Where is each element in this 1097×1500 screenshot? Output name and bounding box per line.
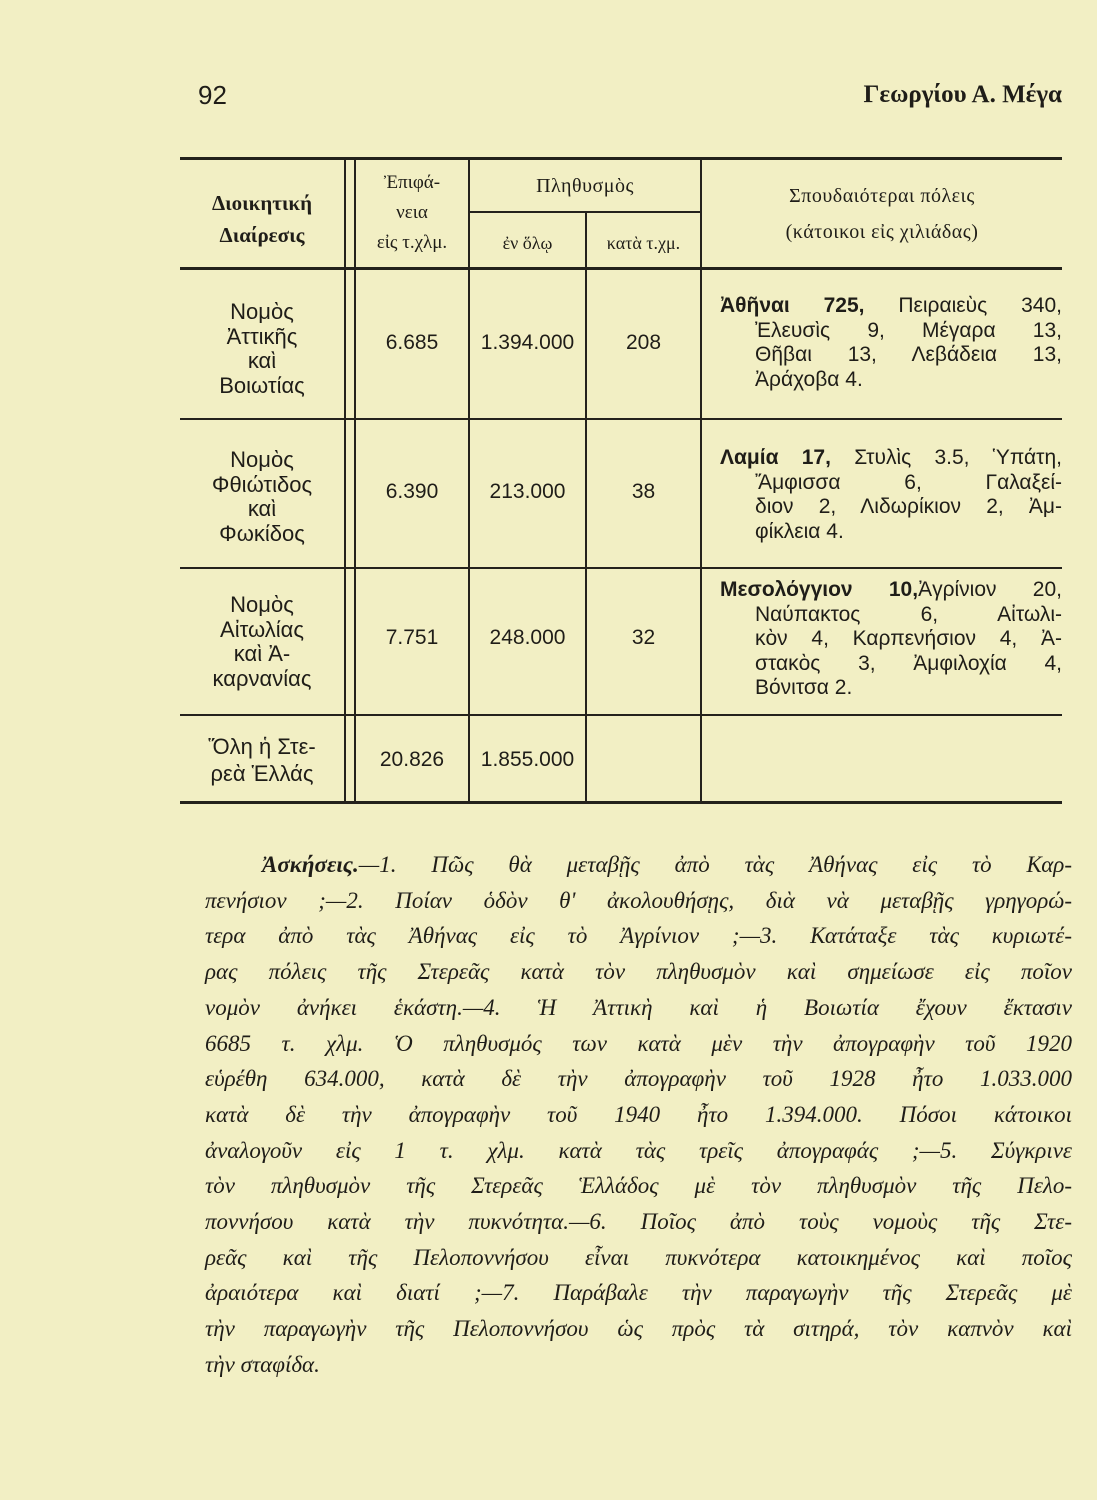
header-population-density: κατὰ τ.χμ. bbox=[606, 233, 681, 253]
row-2-cities bbox=[720, 446, 1062, 544]
city-line bbox=[720, 446, 1062, 471]
city-line bbox=[720, 495, 1062, 520]
row-1-division bbox=[180, 300, 344, 398]
exercise-line: τὴν παραγωγὴν τῆς Πελοποννήσου ὡς πρὸς τὰ σιτηρά, τὸν καπνὸν καὶ bbox=[205, 1316, 1072, 1342]
row-total-division bbox=[180, 733, 344, 787]
row-3-cities bbox=[720, 578, 1062, 701]
row-3-area: 7.751 bbox=[385, 626, 439, 649]
city-line bbox=[720, 319, 1062, 344]
row-3-population: 248.000 bbox=[489, 626, 566, 649]
header-cities bbox=[702, 178, 1062, 250]
header-area-line: Ἐπιφά- bbox=[383, 172, 441, 193]
row-2-division bbox=[180, 448, 344, 546]
exercise-line: ρεᾶς καὶ τῆς Πελοποννήσου εἶναι πυκνότερα κατοικημένος καὶ ποῖος bbox=[205, 1244, 1072, 1270]
exercise-line: τὴν σταφίδα. bbox=[205, 1351, 320, 1377]
city-line bbox=[720, 520, 1062, 545]
city-text: Ἀράχοβα 4. bbox=[755, 367, 863, 391]
running-head: Γεωργίου Α. Μέγα bbox=[863, 81, 1062, 108]
capital-city: Μεσολόγγιον 10, bbox=[720, 578, 919, 601]
row-total-area: 20.826 bbox=[379, 748, 445, 771]
exercises-paragraph bbox=[205, 847, 1072, 1383]
row-1-area: 6.685 bbox=[385, 331, 439, 354]
city-text: Θῆβαι 13, Λεβάδεια 13, bbox=[755, 343, 1062, 367]
column-rule-division-a bbox=[344, 160, 346, 802]
division-line: καὶ bbox=[247, 496, 277, 521]
exercise-line: τὸν πληθυσμὸν τῆς Στερεᾶς Ἑλλάδος μὲ τὸν πληθυσμὸν τῆς Πελο- bbox=[205, 1173, 1072, 1199]
division-line: Νομὸς bbox=[230, 592, 294, 617]
division-line: καὶ Ἀ- bbox=[233, 641, 291, 666]
city-line bbox=[720, 368, 1062, 393]
capital-city: Λαμία 17, bbox=[720, 446, 831, 469]
header-area-line: εἰς τ.χλμ. bbox=[376, 232, 448, 253]
row-1-population: 1.394.000 bbox=[480, 331, 575, 354]
header-division-line: Διοικητική bbox=[211, 191, 313, 215]
division-line: Ὅλη ἡ Στε- bbox=[208, 734, 316, 759]
division-line: Φωκίδος bbox=[219, 520, 305, 546]
division-line: Νομὸς bbox=[230, 447, 294, 472]
row-3-division bbox=[180, 593, 344, 691]
exercises-title: Ἀσκήσεις. bbox=[262, 852, 359, 877]
exercise-line: νομὸν ἀνήκει ἑκάστη.—4. Ἡ Ἀττικὴ καὶ ἡ Βοιωτία ἔχουν ἔκτασιν bbox=[205, 994, 1072, 1020]
city-text: φίκλεια 4. bbox=[755, 519, 844, 543]
exercise-text: —1. Πῶς θὰ μεταβῇς ἀπὸ τὰς Ἀθήνας εἰς τὸ Καρ- bbox=[358, 852, 1072, 877]
header-population: Πληθυσμὸς bbox=[536, 175, 634, 197]
row-2-population: 213.000 bbox=[489, 480, 566, 503]
row-3-density: 32 bbox=[631, 626, 656, 649]
header-cities-line: Σπουδαιότεραι πόλεις bbox=[789, 185, 975, 207]
city-text: διον 2, Λιδωρίκιον 2, Ἀμ- bbox=[755, 495, 1062, 519]
city-line bbox=[720, 471, 1062, 496]
page-number: 92 bbox=[198, 80, 227, 110]
table-header-rule bbox=[180, 267, 1062, 270]
city-text: Ἄμφισσα 6, Γαλαξεί- bbox=[755, 470, 1062, 494]
exercise-line: πενήσιον ;—2. Ποίαν ὁδὸν θ' ἀκολουθήσῃς, διὰ νὰ μεταβῇς γρηγορώ- bbox=[205, 887, 1072, 913]
table-rule-top bbox=[180, 157, 1062, 160]
exercise-line: 6685 τ. χλμ. Ὁ πληθυσμός των κατὰ μὲν τὴν ἀπογραφὴν τοῦ 1920 bbox=[205, 1030, 1072, 1056]
city-text: στακὸς 3, Ἀμφιλοχία 4, bbox=[755, 651, 1062, 675]
row-1-cities bbox=[720, 294, 1062, 392]
row-2-density: 38 bbox=[631, 480, 656, 503]
city-line bbox=[720, 294, 1062, 319]
row-1-rule bbox=[180, 418, 1062, 420]
division-line: Αἰτωλίας bbox=[220, 616, 304, 642]
division-line: καρνανίας bbox=[212, 665, 312, 691]
header-division bbox=[180, 187, 344, 251]
city-text: Βόνιτσα 2. bbox=[755, 676, 853, 700]
header-area bbox=[356, 168, 468, 258]
city-text: Ἀγρίνιον 20, bbox=[918, 578, 1062, 601]
header-cities-line: (κάτοικοι εἰς χιλιάδας) bbox=[785, 221, 979, 243]
exercise-line: ποννήσου κατὰ τὴν πυκνότητα.—6. Ποῖος ἀπὸ τοὺς νομοὺς τῆς Στε- bbox=[205, 1209, 1072, 1235]
exercise-line: εὑρέθη 634.000, κατὰ δὲ τὴν ἀπογραφὴν τοῦ 1928 ἦτο 1.033.000 bbox=[205, 1066, 1072, 1092]
city-line bbox=[720, 343, 1062, 368]
city-text: Στυλὶς 3.5, Ὑπάτη, bbox=[830, 446, 1062, 469]
division-line: Ἀττικῆς bbox=[226, 323, 298, 349]
row-total-population: 1.855.000 bbox=[480, 748, 575, 771]
header-population-total: ἐν ὅλῳ bbox=[502, 233, 553, 253]
city-line bbox=[720, 676, 1062, 701]
city-line bbox=[720, 652, 1062, 677]
exercise-line bbox=[205, 847, 1072, 883]
division-line: ρεὰ Ἑλλάς bbox=[210, 761, 314, 786]
division-line: Νομὸς bbox=[230, 299, 294, 324]
city-text: κὸν 4, Καρπενήσιον 4, Ἀ- bbox=[755, 627, 1062, 651]
table-rule-bottom bbox=[180, 801, 1062, 804]
city-text: Πειραιεὺς 340, bbox=[864, 294, 1062, 317]
city-text: Ναύπακτος 6, Αἰτωλι- bbox=[755, 602, 1062, 626]
exercise-line: ἀραιότερα καὶ διατί ;—7. Παράβαλε τὴν παραγωγὴν τῆς Στερεᾶς μὲ bbox=[205, 1280, 1072, 1306]
capital-city: Ἀθῆναι 725, bbox=[720, 294, 865, 317]
city-text: Ἐλευσὶς 9, Μέγαρα 13, bbox=[755, 318, 1062, 342]
row-1-density: 208 bbox=[625, 331, 662, 354]
row-2-area: 6.390 bbox=[385, 480, 439, 503]
division-line: Φθιώτιδος bbox=[211, 471, 313, 497]
city-line bbox=[720, 603, 1062, 628]
city-line bbox=[720, 627, 1062, 652]
exercise-line: ρας πόλεις τῆς Στερεᾶς κατὰ τὸν πληθυσμὸν καὶ σημείωσε εἰς ποῖον bbox=[205, 959, 1072, 985]
header-area-line: νεια bbox=[396, 202, 428, 223]
exercise-line: ἀναλογοῦν εἰς 1 τ. χλμ. κατὰ τὰς τρεῖς ἀπογραφάς ;—5. Σύγκρινε bbox=[205, 1137, 1072, 1163]
exercise-line: τερα ἀπὸ τὰς Ἀθήνας εἰς τὸ Ἀγρίνιον ;—3. Κατάταξε τὰς κυριωτέ- bbox=[205, 923, 1072, 949]
row-3-rule bbox=[180, 714, 1062, 716]
exercise-line: κατὰ δὲ τὴν ἀπογραφὴν τοῦ 1940 ἦτο 1.394.000. Πόσοι κάτοικοι bbox=[205, 1101, 1072, 1127]
city-line bbox=[720, 578, 1062, 603]
column-rule-population bbox=[585, 212, 587, 802]
division-line: καὶ bbox=[247, 348, 277, 373]
header-division-line: Διαίρεσις bbox=[219, 223, 305, 247]
division-line: Βοιωτίας bbox=[219, 372, 305, 398]
column-rule-density bbox=[700, 160, 702, 802]
row-2-rule bbox=[180, 567, 1062, 569]
